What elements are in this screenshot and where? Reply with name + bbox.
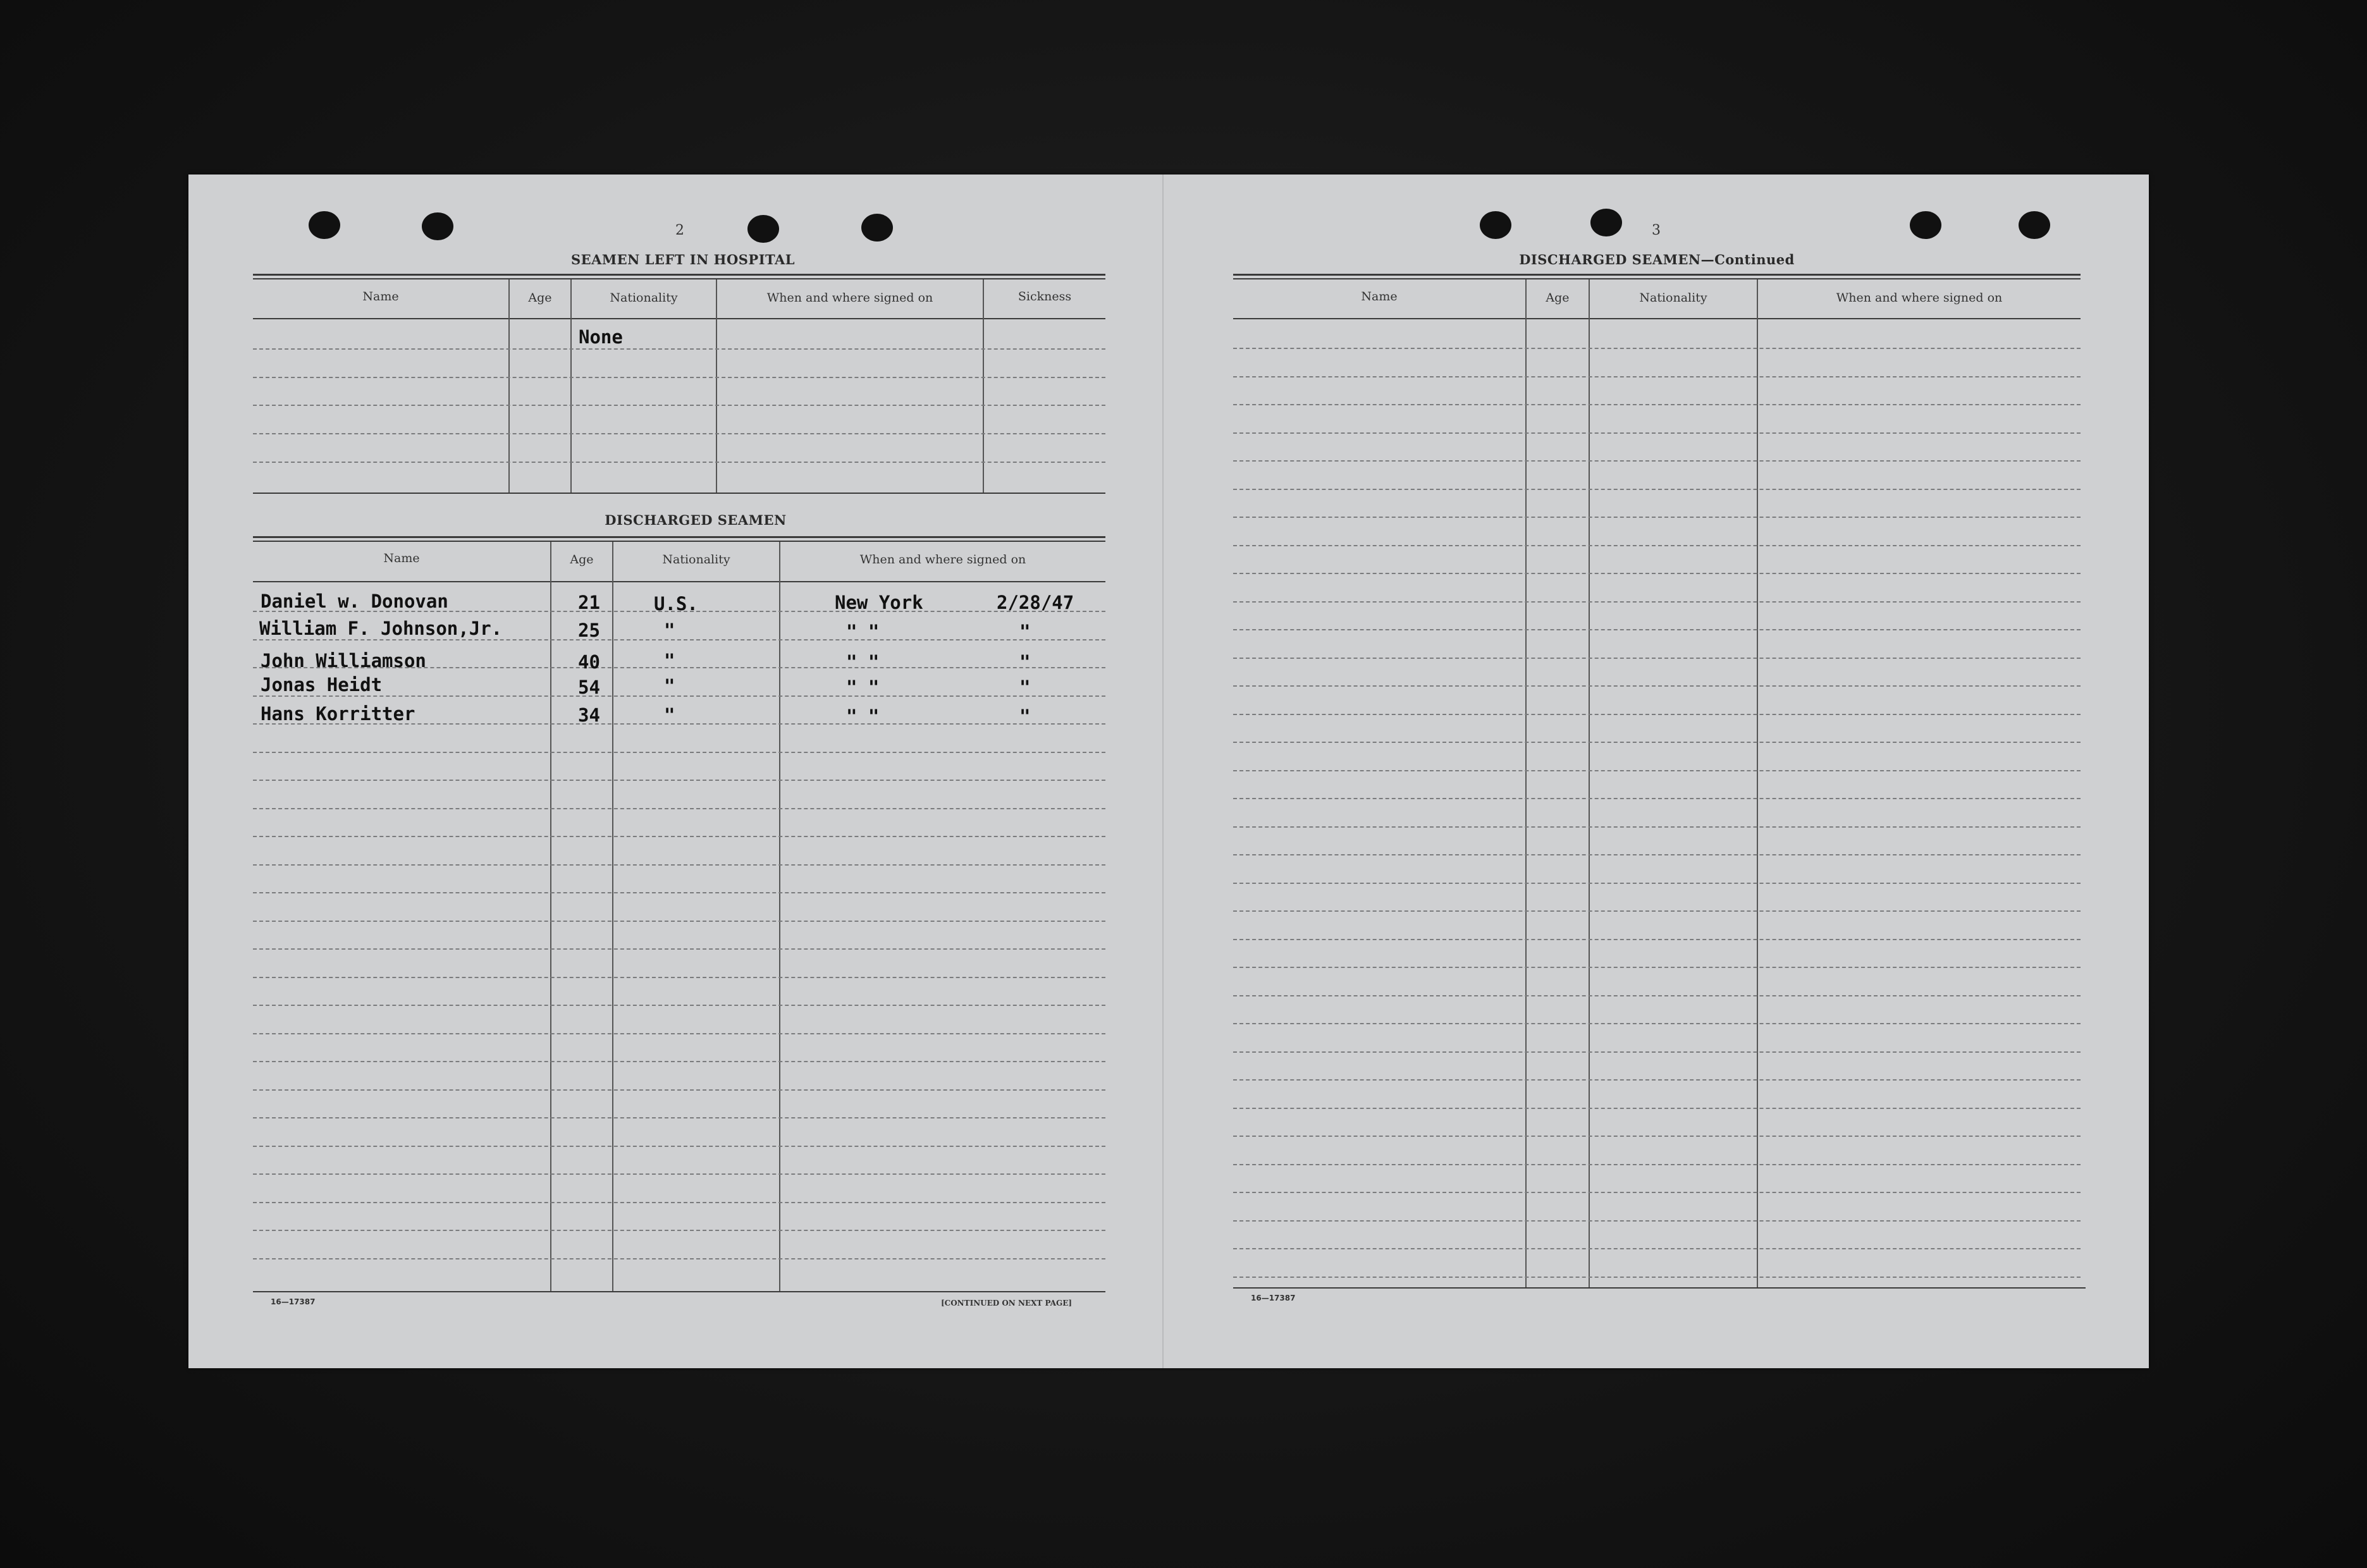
ruled-line bbox=[1233, 995, 2081, 996]
ruled-line bbox=[253, 752, 1105, 753]
discharged-continued-title: DISCHARGED SEAMEN—Continued bbox=[1519, 252, 1795, 267]
ruled-line bbox=[1233, 854, 2081, 855]
header-rule bbox=[253, 318, 1105, 319]
ruled-line bbox=[1233, 460, 2081, 462]
signed-on-date: " bbox=[1019, 677, 1031, 698]
ruled-line bbox=[253, 921, 1105, 922]
ruled-line bbox=[1233, 573, 2081, 574]
table-top-rule bbox=[253, 278, 1105, 279]
ruled-line bbox=[253, 348, 1105, 350]
column-divider bbox=[612, 542, 613, 1291]
ruled-line bbox=[1233, 1192, 2081, 1193]
column-header-age: Age bbox=[1546, 291, 1570, 305]
seaman-nationality: " bbox=[664, 675, 675, 697]
signed-on-date: " bbox=[1019, 651, 1031, 673]
ruled-line bbox=[1233, 1164, 2081, 1165]
ruled-line bbox=[253, 1005, 1105, 1006]
binder-hole bbox=[1910, 211, 1941, 239]
ruled-line bbox=[1233, 714, 2081, 715]
table-bottom-rule bbox=[1233, 1287, 2086, 1289]
seaman-age: 21 bbox=[578, 592, 600, 613]
ruled-line bbox=[253, 808, 1105, 809]
column-header-age: Age bbox=[570, 553, 594, 567]
hospital-section-title: SEAMEN LEFT IN HOSPITAL bbox=[570, 252, 796, 267]
page-fold bbox=[1162, 175, 1164, 1368]
ruled-line bbox=[1233, 770, 2081, 771]
ruled-line bbox=[1233, 376, 2081, 377]
hospital-entry: None bbox=[579, 326, 623, 348]
ruled-line bbox=[1233, 826, 2081, 828]
column-header-nationality: Nationality bbox=[1639, 291, 1707, 305]
ruled-line bbox=[253, 405, 1105, 406]
continued-note: [CONTINUED ON NEXT PAGE] bbox=[941, 1299, 1073, 1308]
ruled-line bbox=[253, 1173, 1105, 1175]
ruled-line bbox=[253, 433, 1105, 434]
ruled-line bbox=[253, 1202, 1105, 1203]
binder-hole bbox=[861, 214, 893, 242]
signed-on-place: " " bbox=[846, 677, 880, 698]
ruled-line bbox=[253, 1230, 1105, 1231]
column-header-signed-on: When and where signed on bbox=[1836, 291, 2003, 305]
ruled-line bbox=[253, 780, 1105, 781]
ruled-line bbox=[1233, 1023, 2081, 1024]
table-top-rule bbox=[1233, 278, 2081, 279]
ruled-line bbox=[253, 948, 1105, 950]
signed-on-date: " bbox=[1019, 621, 1031, 642]
ruled-line bbox=[253, 695, 1105, 697]
ruled-line bbox=[1233, 1220, 2081, 1222]
table-top-rule bbox=[253, 541, 1105, 542]
ruled-line bbox=[1233, 629, 2081, 630]
seaman-age: 54 bbox=[578, 677, 600, 698]
ruled-line bbox=[1233, 1051, 2081, 1053]
ruled-line bbox=[253, 1146, 1105, 1147]
ruled-line bbox=[253, 462, 1105, 463]
binder-hole bbox=[747, 215, 779, 243]
ruled-line bbox=[1233, 742, 2081, 743]
column-header-age: Age bbox=[528, 291, 552, 305]
ruled-line bbox=[253, 1061, 1105, 1062]
document-sheet bbox=[188, 175, 2149, 1368]
ruled-line bbox=[1233, 517, 2081, 518]
ruled-line bbox=[1233, 798, 2081, 799]
header-rule bbox=[1233, 318, 2081, 319]
header-rule bbox=[253, 581, 1105, 582]
table-top-rule bbox=[253, 536, 1105, 538]
ruled-line bbox=[1233, 1136, 2081, 1137]
column-divider bbox=[779, 542, 780, 1291]
ruled-line bbox=[1233, 1248, 2081, 1249]
column-header-name: Name bbox=[362, 290, 399, 303]
ruled-line bbox=[1233, 432, 2081, 434]
table-top-rule bbox=[253, 274, 1105, 276]
ruled-line bbox=[253, 892, 1105, 893]
column-divider bbox=[550, 542, 551, 1291]
form-number: 16—17387 bbox=[1251, 1294, 1296, 1302]
binder-hole bbox=[309, 211, 340, 239]
signed-on-date: " bbox=[1019, 706, 1031, 727]
ruled-line bbox=[1233, 939, 2081, 940]
column-header-name: Name bbox=[383, 551, 420, 565]
signed-on-place: " " bbox=[846, 706, 880, 727]
page-number: 3 bbox=[1652, 223, 1661, 238]
ruled-line bbox=[1233, 910, 2081, 912]
column-header-nationality: Nationality bbox=[662, 553, 730, 567]
table-top-rule bbox=[1233, 274, 2081, 276]
ruled-line bbox=[253, 864, 1105, 866]
binder-hole bbox=[1480, 211, 1511, 239]
ruled-line bbox=[1233, 658, 2081, 659]
form-number: 16—17387 bbox=[271, 1297, 316, 1306]
binder-hole bbox=[1590, 209, 1622, 236]
ruled-line bbox=[1233, 1108, 2081, 1109]
ruled-line bbox=[1233, 601, 2081, 603]
ruled-line bbox=[1233, 348, 2081, 349]
ruled-line bbox=[253, 836, 1105, 837]
column-header-signed-on: When and where signed on bbox=[859, 553, 1026, 567]
seaman-nationality: " bbox=[664, 650, 675, 671]
column-header-sickness: Sickness bbox=[1018, 290, 1072, 303]
ruled-line bbox=[1233, 1079, 2081, 1081]
column-header-name: Name bbox=[1361, 290, 1398, 303]
seaman-name: Jonas Heidt bbox=[261, 674, 383, 695]
column-header-nationality: Nationality bbox=[610, 291, 678, 305]
ruled-line bbox=[253, 1089, 1105, 1091]
ruled-line bbox=[253, 1033, 1105, 1034]
ruled-line bbox=[1233, 1277, 2081, 1278]
seaman-name: Daniel w. Donovan bbox=[261, 591, 448, 612]
ruled-line bbox=[1233, 404, 2081, 405]
signed-on-place: " " bbox=[846, 651, 880, 673]
signed-on-place: " " bbox=[846, 621, 880, 642]
page-number: 2 bbox=[675, 223, 684, 238]
seaman-name: John Williamson bbox=[261, 650, 426, 671]
ruled-line bbox=[1233, 967, 2081, 968]
signed-on-date: 2/28/47 bbox=[997, 592, 1074, 613]
ruled-line bbox=[1233, 883, 2081, 884]
ruled-line bbox=[253, 1117, 1105, 1118]
table-bottom-rule bbox=[253, 1291, 1105, 1292]
seaman-nationality: " bbox=[664, 704, 675, 726]
ruled-line bbox=[253, 1258, 1105, 1259]
ruled-line bbox=[253, 977, 1105, 978]
table-bottom-rule bbox=[253, 493, 1105, 494]
seaman-nationality: U.S. bbox=[654, 593, 698, 615]
signed-on-place: New York bbox=[835, 592, 923, 613]
column-header-signed-on: When and where signed on bbox=[766, 291, 933, 305]
discharged-section-title: DISCHARGED SEAMEN bbox=[605, 512, 787, 528]
ruled-line bbox=[253, 377, 1105, 378]
seaman-age: 34 bbox=[578, 704, 600, 726]
ruled-line bbox=[253, 639, 1105, 640]
ruled-line bbox=[1233, 545, 2081, 546]
ruled-line bbox=[1233, 489, 2081, 490]
seaman-age: 25 bbox=[578, 620, 600, 641]
seaman-name: William F. Johnson,Jr. bbox=[259, 618, 503, 639]
ruled-line bbox=[1233, 685, 2081, 687]
seaman-nationality: " bbox=[664, 620, 675, 641]
binder-hole bbox=[422, 212, 453, 240]
binder-hole bbox=[2019, 211, 2050, 239]
seaman-age: 40 bbox=[578, 651, 600, 673]
seaman-name: Hans Korritter bbox=[261, 703, 415, 725]
